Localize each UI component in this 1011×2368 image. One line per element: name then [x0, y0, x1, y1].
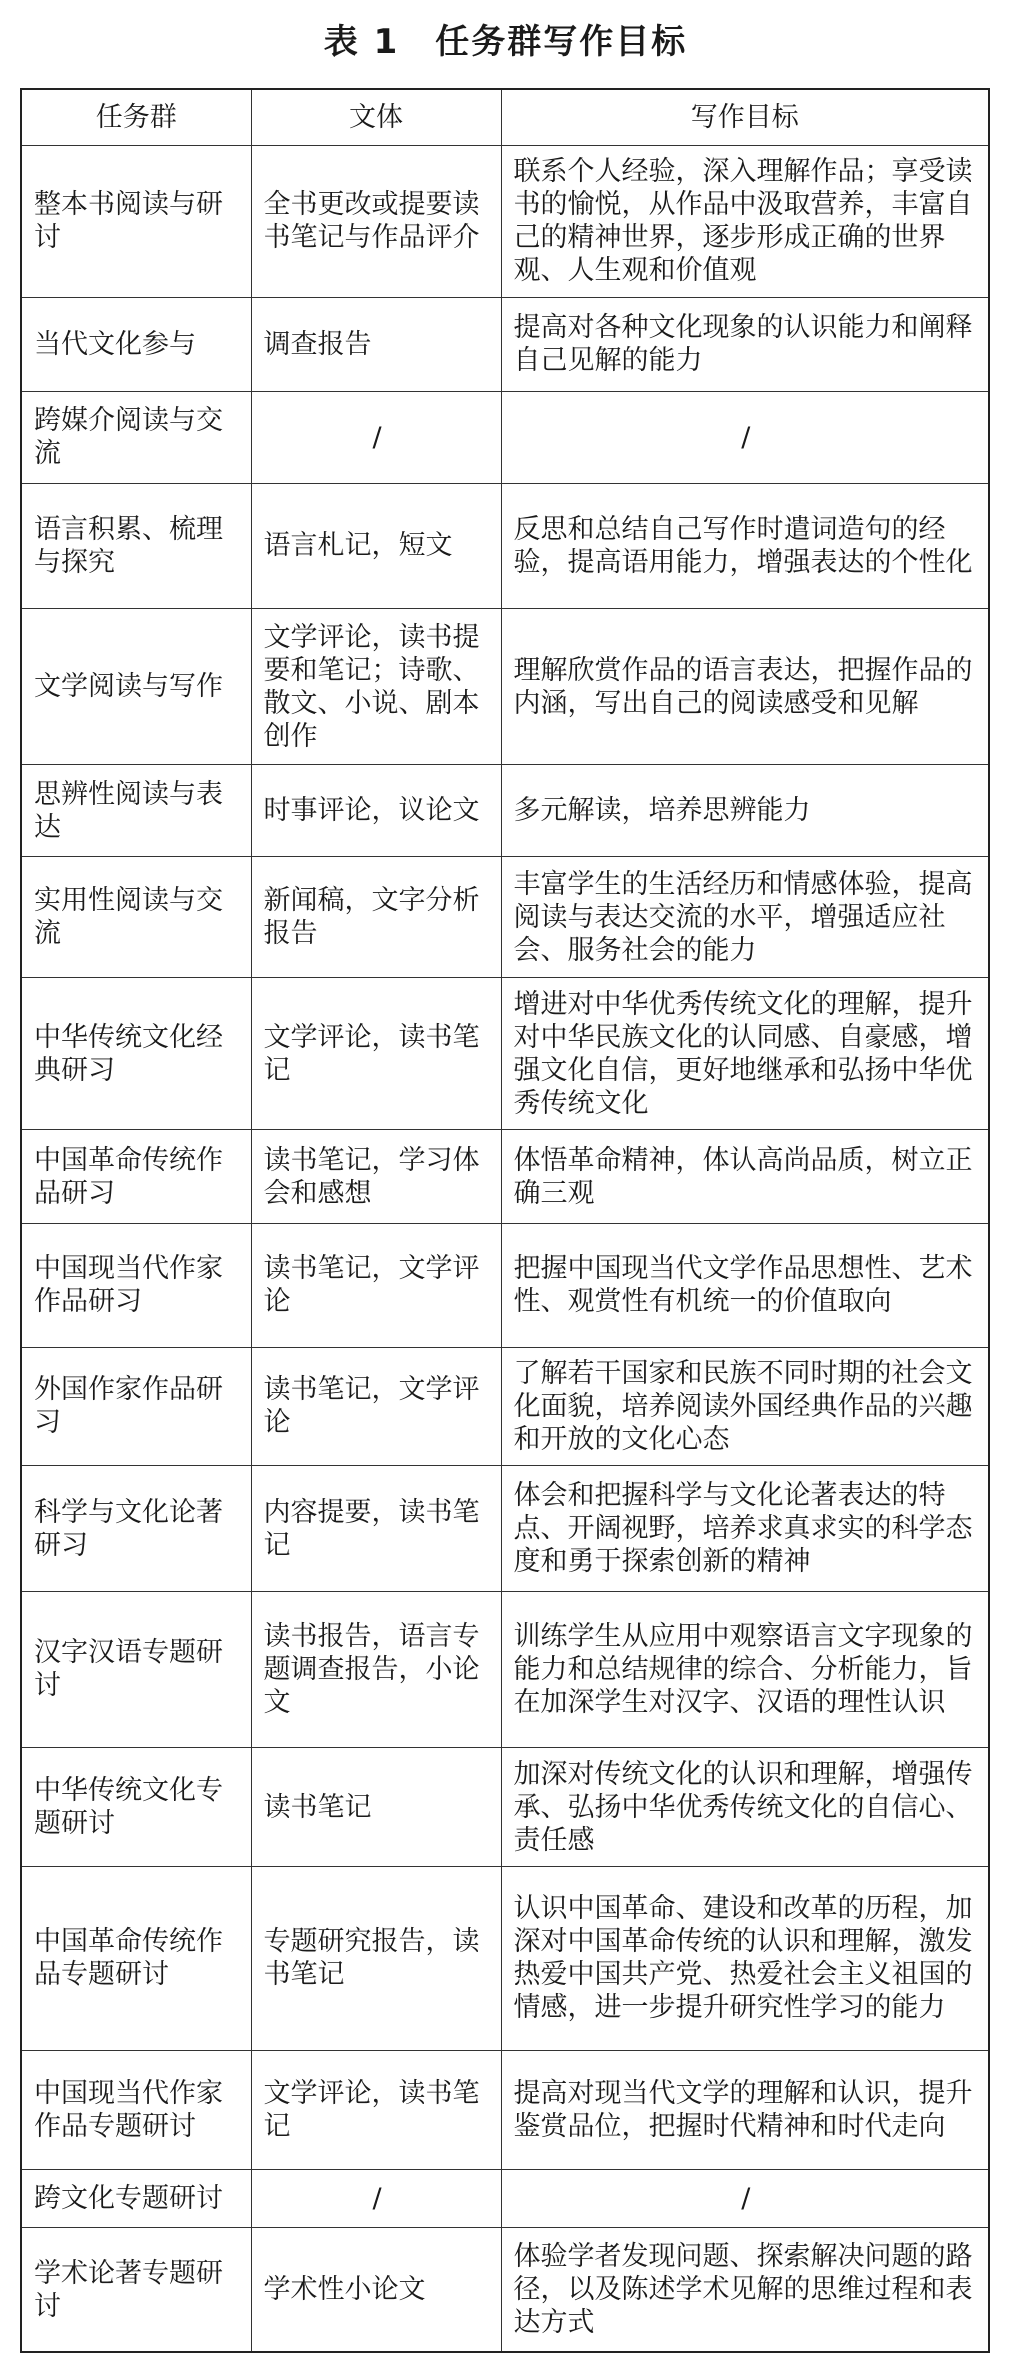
task-group-cell: 学术论著专题研讨	[21, 2228, 251, 2352]
writing-goal-cell: 联系个人经验，深入理解作品；享受读书的愉悦，从作品中汲取营养，丰富自己的精神世界，逐步形成正确的世界观、人生观和价值观	[501, 145, 989, 297]
table-row	[21, 1591, 989, 1748]
task-group-cell: 中华传统文化专题研讨	[21, 1748, 251, 1867]
task-group-cell: 汉字汉语专题研讨	[21, 1591, 251, 1748]
table-row	[21, 857, 989, 978]
genre-cell: 文学评论，读书提要和笔记；诗歌、散文、小说、剧本创作	[251, 608, 501, 765]
writing-goal-cell: 增进对中华优秀传统文化的理解，提升对中华民族文化的认同感、自豪感，增强文化自信，更好地继承和弘扬中华优秀传统文化	[501, 978, 989, 1130]
writing-goal-cell: 反思和总结自己写作时遣词造句的经验，提高语用能力，增强表达的个性化	[501, 483, 989, 608]
writing-goals-table	[20, 88, 990, 2353]
table-header-row	[21, 89, 989, 145]
genre-cell: 时事评论，议论文	[251, 765, 501, 857]
writing-goal-cell: 多元解读，培养思辨能力	[501, 765, 989, 857]
column-header-genre: 文体	[251, 89, 501, 145]
writing-goal-cell: /	[501, 2169, 989, 2227]
table-row	[21, 1347, 989, 1466]
writing-goal-cell: 训练学生从应用中观察语言文字现象的能力和总结规律的综合、分析能力，旨在加深学生对汉字、汉语的理性认识	[501, 1591, 989, 1748]
writing-goal-cell: 体悟革命精神，体认高尚品质，树立正确三观	[501, 1130, 989, 1224]
genre-cell: 学术性小论文	[251, 2228, 501, 2352]
task-group-cell: 科学与文化论著研习	[21, 1466, 251, 1591]
writing-goal-cell: 体验学者发现问题、探索解决问题的路径，以及陈述学术见解的思维过程和表达方式	[501, 2228, 989, 2352]
task-group-cell: 思辨性阅读与表达	[21, 765, 251, 857]
task-group-cell: 当代文化参与	[21, 297, 251, 391]
writing-goal-cell: 丰富学生的生活经历和情感体验，提高阅读与表达交流的水平，增强适应社会、服务社会的能力	[501, 857, 989, 978]
genre-cell: 读书报告，语言专题调查报告，小论文	[251, 1591, 501, 1748]
task-group-cell: 语言积累、梳理与探究	[21, 483, 251, 608]
writing-goal-cell: 提高对现当代文学的理解和认识，提升鉴赏品位，把握时代精神和时代走向	[501, 2050, 989, 2169]
task-group-cell: 实用性阅读与交流	[21, 857, 251, 978]
genre-cell: 读书笔记，学习体会和感想	[251, 1130, 501, 1224]
table-row	[21, 483, 989, 608]
writing-goal-cell: /	[501, 391, 989, 483]
table-row	[21, 1867, 989, 2051]
table-row	[21, 145, 989, 297]
table-row	[21, 978, 989, 1130]
table-row	[21, 391, 989, 483]
genre-cell: /	[251, 391, 501, 483]
table-row	[21, 2169, 989, 2227]
genre-cell: 全书更改或提要读书笔记与作品评介	[251, 145, 501, 297]
genre-cell: 内容提要，读书笔记	[251, 1466, 501, 1591]
genre-cell: 新闻稿，文字分析报告	[251, 857, 501, 978]
task-group-cell: 中华传统文化经典研习	[21, 978, 251, 1130]
writing-goal-cell: 加深对传统文化的认识和理解，增强传承、弘扬中华优秀传统文化的自信心、责任感	[501, 1748, 989, 1867]
table-row	[21, 1748, 989, 1867]
genre-cell: /	[251, 2169, 501, 2227]
table-row	[21, 608, 989, 765]
genre-cell: 调查报告	[251, 297, 501, 391]
table-row	[21, 1466, 989, 1591]
task-group-cell: 中国现当代作家作品专题研讨	[21, 2050, 251, 2169]
writing-goal-cell: 认识中国革命、建设和改革的历程，加深对中国革命传统的认识和理解，激发热爱中国共产党、热爱社会主义祖国的情感，进一步提升研究性学习的能力	[501, 1867, 989, 2051]
genre-cell: 文学评论，读书笔记	[251, 2050, 501, 2169]
genre-cell: 读书笔记，文学评论	[251, 1224, 501, 1347]
task-group-cell: 跨媒介阅读与交流	[21, 391, 251, 483]
writing-goal-cell: 了解若干国家和民族不同时期的社会文化面貌，培养阅读外国经典作品的兴趣和开放的文化心态	[501, 1347, 989, 1466]
column-header-writing-goal: 写作目标	[501, 89, 989, 145]
task-group-cell: 外国作家作品研习	[21, 1347, 251, 1466]
writing-goal-cell: 把握中国现当代文学作品思想性、艺术性、观赏性有机统一的价值取向	[501, 1224, 989, 1347]
genre-cell: 专题研究报告，读书笔记	[251, 1867, 501, 2051]
column-header-task-group: 任务群	[21, 89, 251, 145]
table-row	[21, 765, 989, 857]
genre-cell: 文学评论，读书笔记	[251, 978, 501, 1130]
task-group-cell: 整本书阅读与研讨	[21, 145, 251, 297]
genre-cell: 读书笔记，文学评论	[251, 1347, 501, 1466]
task-group-cell: 文学阅读与写作	[21, 608, 251, 765]
table-row	[21, 1224, 989, 1347]
writing-goal-cell: 提高对各种文化现象的认识能力和阐释自己见解的能力	[501, 297, 989, 391]
task-group-cell: 中国现当代作家作品研习	[21, 1224, 251, 1347]
table-row	[21, 297, 989, 391]
genre-cell: 读书笔记	[251, 1748, 501, 1867]
task-group-cell: 跨文化专题研讨	[21, 2169, 251, 2227]
task-group-cell: 中国革命传统作品研习	[21, 1130, 251, 1224]
table-row	[21, 2228, 989, 2352]
genre-cell: 语言札记，短文	[251, 483, 501, 608]
table-row	[21, 2050, 989, 2169]
task-group-cell: 中国革命传统作品专题研讨	[21, 1867, 251, 2051]
writing-goal-cell: 体会和把握科学与文化论著表达的特点、开阔视野，培养求真求实的科学态度和勇于探索创新的精神	[501, 1466, 989, 1591]
table-title: 表 1 任务群写作目标	[323, 22, 688, 62]
writing-goal-cell: 理解欣赏作品的语言表达，把握作品的内涵，写出自己的阅读感受和见解	[501, 608, 989, 765]
table-row	[21, 1130, 989, 1224]
